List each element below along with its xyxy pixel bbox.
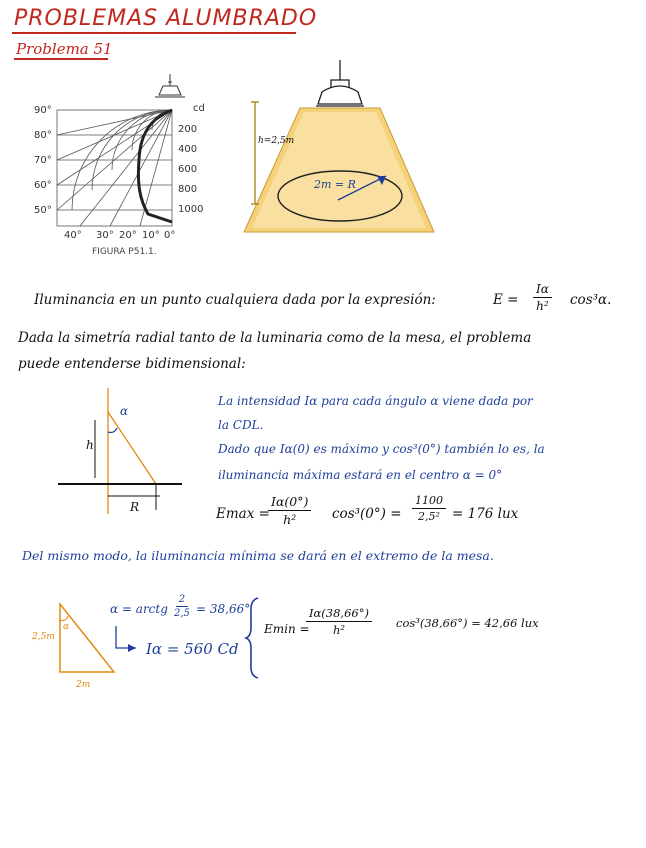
bottom-label-10: 10° — [142, 230, 160, 241]
note-line-3: Dado que Iα(0) es máximo y cos³(0°) también lo es, la — [218, 442, 545, 456]
text-line-1: Iluminancia en un punto cualquiera dada por la expresión: — [34, 292, 436, 308]
alpha-result: = 38,66° — [196, 602, 251, 616]
problem-subtitle: Problema 51 — [16, 40, 113, 58]
alpha-fraction — [174, 594, 190, 619]
angle-label-60: 60° — [34, 180, 52, 191]
text-line-2: Dada la simetría radial tanto de la luminaria como de la mesa, el problema — [18, 330, 532, 346]
emax-value-numerator: 1100 — [412, 494, 446, 509]
cd-label-800: 800 — [178, 184, 198, 195]
text-line-3: puede entenderse bidimensional: — [18, 356, 246, 372]
formula-denominator: h² — [536, 299, 549, 313]
alpha-denominator: 2,5 — [174, 608, 190, 619]
height-label: h=2,5m — [258, 136, 295, 146]
emax-lhs: Emax = — [216, 506, 270, 522]
bottom-label-30: 30° — [96, 230, 114, 241]
figure-caption: FIGURA P51.1. — [92, 247, 157, 257]
formula-e-lhs: E = — [493, 292, 519, 308]
note-line-1: La intensidad Iα para cada ángulo α viene dada por — [218, 394, 533, 408]
emax-middle: cos³(0°) = — [332, 506, 402, 522]
emin-lhs: Emin = — [264, 622, 310, 636]
note-line-4: iluminancia máxima estará en el centro α = 0° — [218, 468, 503, 482]
bottom-label-40: 40° — [64, 230, 82, 241]
alpha-expression: α = arctg — [110, 602, 168, 616]
minimum-line: Del mismo modo, la iluminancia mínima se dará en el extremo de la mesa. — [22, 548, 494, 563]
triangle-base-label: 2m — [76, 680, 91, 690]
cd-label-400: 400 — [178, 144, 198, 155]
radius-label: 2m = R — [314, 178, 356, 191]
emax-value-denominator: 2,5² — [418, 510, 440, 523]
angle-label-90: 90° — [34, 105, 52, 116]
cd-label-600: 600 — [178, 164, 198, 175]
triangle-height-label: 2,5m — [32, 632, 55, 642]
cd-label-200: 200 — [178, 124, 198, 135]
triangle-alpha-label: α — [63, 622, 70, 632]
angle-label-50: 50° — [34, 205, 52, 216]
diagram-r-label: R — [130, 500, 140, 514]
emin-numerator: Iα(38,66°) — [306, 606, 372, 622]
diagram-alpha-label: α — [120, 404, 129, 418]
bottom-label-20: 20° — [119, 230, 137, 241]
orange-triangle — [60, 604, 114, 672]
angle-label-80: 80° — [34, 130, 52, 141]
cd-unit-label: cd — [193, 103, 205, 114]
formula-numerator: Iα — [533, 282, 552, 298]
intensity-value: Iα = 560 Cd — [146, 640, 239, 658]
return-arrowhead — [128, 644, 136, 652]
note-line-2: la CDL. — [218, 418, 264, 432]
triangle-alpha-arc — [60, 616, 68, 621]
formula-tail: cos³α. — [570, 292, 612, 308]
diagram-h-label: h — [86, 438, 94, 452]
emax-numerator: Iα(0°) — [268, 494, 311, 511]
emax-result: = 176 lux — [452, 506, 519, 522]
emax-denominator: h² — [283, 512, 297, 527]
cd-label-1000: 1000 — [178, 204, 204, 215]
return-arrow — [116, 626, 136, 648]
emin-fraction — [306, 606, 372, 637]
page-title: PROBLEMAS ALUMBRADO — [14, 6, 318, 31]
emin-denominator: h² — [332, 623, 345, 637]
bottom-label-0: 0° — [164, 230, 176, 241]
alpha-numerator: 2 — [176, 594, 188, 607]
emin-tail: cos³(38,66°) = 42,66 lux — [396, 616, 539, 630]
angle-label-70: 70° — [34, 155, 52, 166]
